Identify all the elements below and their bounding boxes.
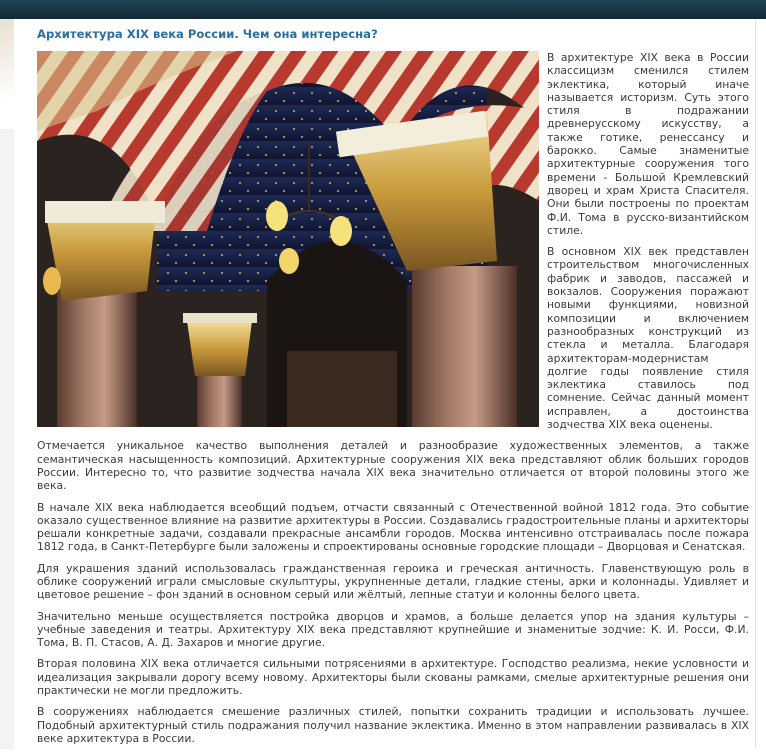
- article: [37, 27, 749, 753]
- article-paragraph: В начале XIX века наблюдается всеобщий подъем, отчасти связанный с Отечественной войной 1812 года. Это событие оказало существенное влияние на развитие архитектуры в России. Создавались градостроительные планы и архитекторы решали конкретные задачи, создавали прекрасные ансамбли городов. Москва интенсивно отстраивалась после пожара 1812 года, в Санкт-Петербурге были заложены и спроектированы основные городские площади – Дворцовая и Сенатская.: [37, 500, 749, 554]
- page-right-margin: [755, 19, 766, 749]
- article-paragraph: Отмечается уникальное качество выполнения деталей и разнообразие художественных элементов, а также семантическая насыщенность композиций. Архитектурные сооружения XIX века представляют облик больших городов России. Интересно то, что развитие зодчества начала XIX века значительно отличается от второй половины этого же века.: [37, 439, 749, 493]
- article-paragraph: В сооружениях наблюдается смешение различных стилей, попытки сохранить традиции и использовать лучшее. Подобный архитектурный стиль подражания получил название эклектика. Именно в этом направлении развивалась в XIX веке архитектура в России.: [37, 705, 749, 745]
- site-header-bar: [0, 0, 766, 19]
- article-paragraph: Для украшения зданий использовалась гражданственная героика и греческая античность. Главенствующую роль в облике сооружений играли смысловые скульптуры, укрупненные детали, гладкие стены, арки и колоннады. Удивляет и цветовое решение – фон зданий в основном серый или жёлтый, лепные статуи и колонны белого цвета.: [37, 561, 749, 602]
- page-corner-decoration: [0, 19, 14, 129]
- article-paragraph: Значительно меньше осуществляется постройка дворцов и храмов, а больше делается упор на здания культуры – учебные заведения и театры. Архитектуру XIX века представляют крупнейшие и знаменитые зодчие: К. И. Росси, Ф.И. Тома, В. П. Стасов, А. Д. Захаров и многие другие.: [37, 609, 749, 650]
- article-photo: [37, 51, 539, 427]
- article-title[interactable]: Архитектура XIX века России. Чем она интересна?: [37, 27, 378, 41]
- article-paragraph: В основном XIX век представлен строительством многочисленных фабрик и заводов, пассажей и вокзалов. Сооружения поражают новыми функциями, новизной композиции и включением разнообразных конструкций из стекла и металла. Благодаря архитекторам-модернистам долгие годы появление стиля эклектика ставилось под сомнение. Сейчас данный момент исправлен, а достоинства зодчества XIX века оценены.: [547, 245, 749, 432]
- photo-interior-columns: [37, 51, 539, 427]
- article-paragraph: Вторая половина XIX века отличается сильными потрясениями в архитектуре. Господство реализма, некие условности и идеализация закрывали дорогу всему новому. Архитекторы были скованы рамками, смелые архитектурные решения они практически не могли предложить.: [37, 657, 749, 698]
- article-paragraph: В архитектуре XIX века в России классицизм сменился стилем эклектика, который иначе называется историзм. Суть этого стиля в подражании древнерусскому искусству, а также готике, ренессансу и барокко. Самые знаменитые архитектурные сооружения того времени - Большой Кремлевский дворец и храм Христа Спасителя. Они были построены по проектам Ф.И. Тома в русско-византийском стиле.: [547, 51, 749, 237]
